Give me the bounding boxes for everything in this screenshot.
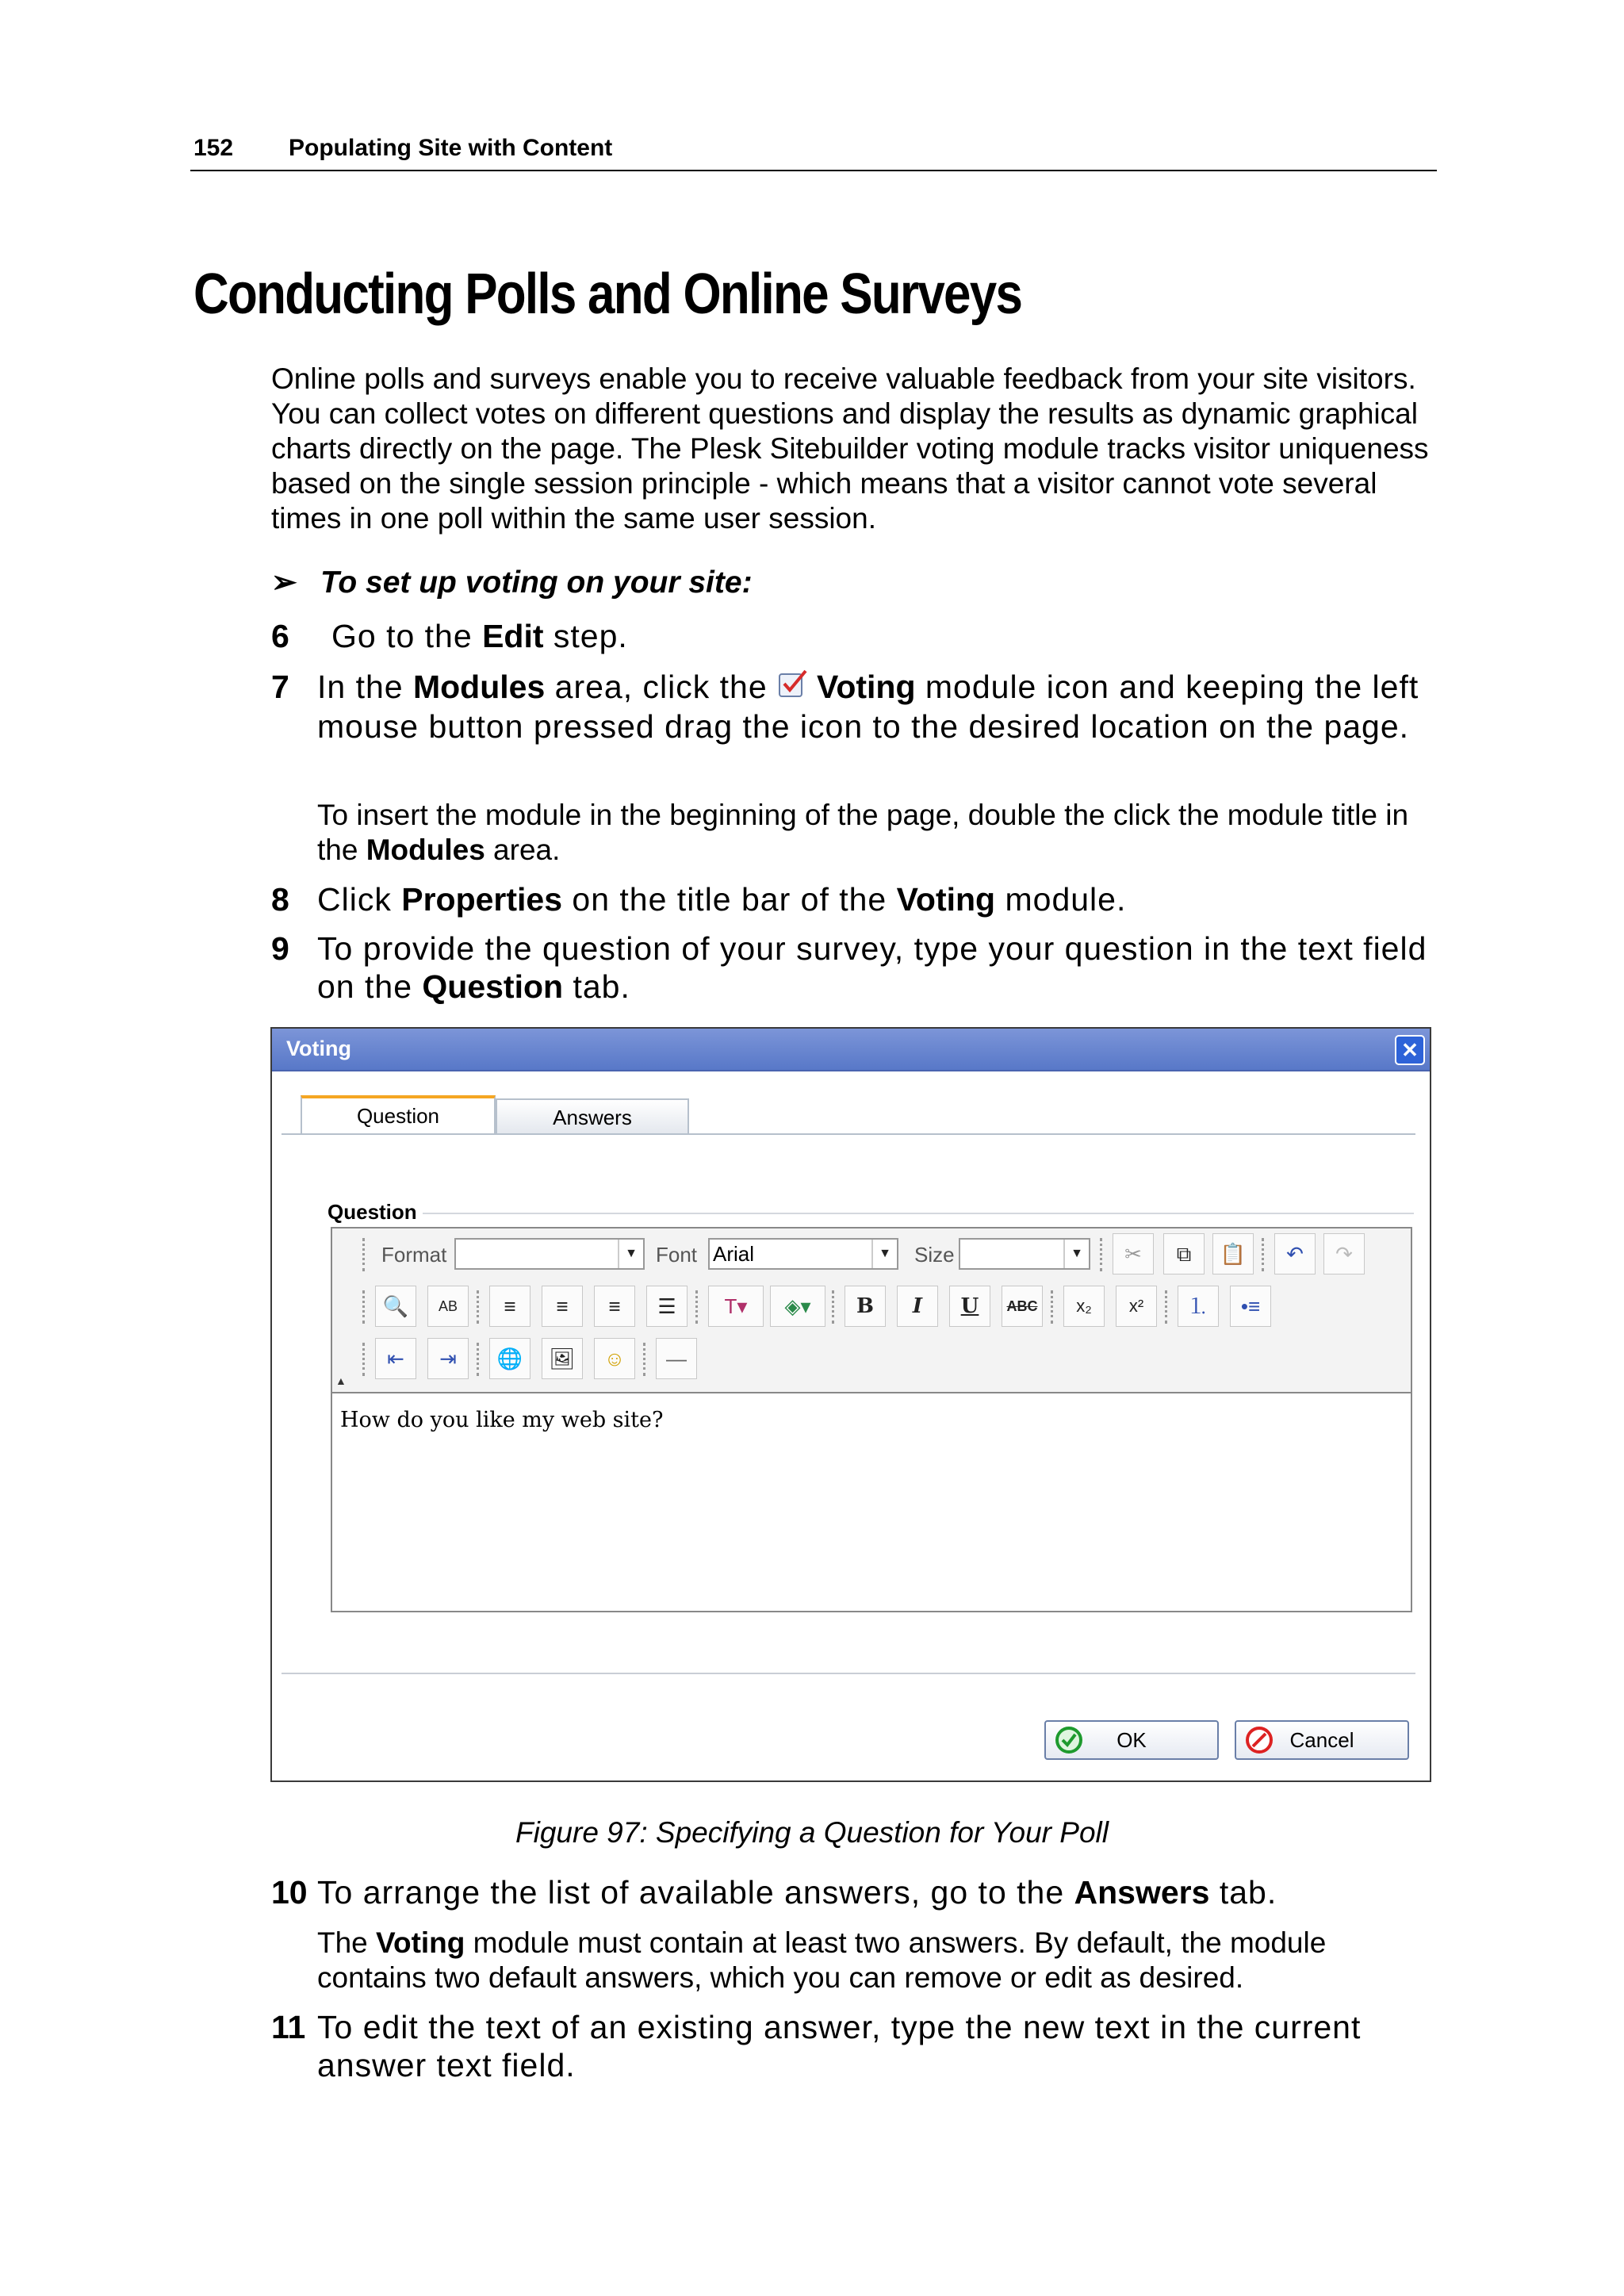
step-number: 10: [271, 1874, 308, 1911]
step-text: To provide the question of your survey, type your question in the text field on the: [317, 930, 1427, 1005]
find-icon[interactable]: 🔍: [375, 1286, 416, 1327]
collapse-toolbar-icon[interactable]: ▲: [335, 1374, 347, 1387]
step-text: module.: [995, 881, 1127, 918]
procedure-title: To set up voting on your site:: [320, 565, 753, 600]
step-number: 11: [271, 2009, 306, 2045]
page-number: 152: [193, 135, 234, 161]
step-bold: Edit: [482, 618, 544, 654]
copy-icon[interactable]: ⧉: [1163, 1233, 1205, 1274]
subscript-icon[interactable]: x₂: [1063, 1286, 1105, 1327]
toolbar-grip: [362, 1290, 371, 1324]
image-icon[interactable]: 🖼: [542, 1338, 583, 1379]
ok-button[interactable]: [1044, 1720, 1219, 1760]
paste-icon[interactable]: 📋: [1212, 1233, 1254, 1274]
toolbar-grip: [695, 1290, 704, 1324]
tab-answers[interactable]: Answers: [496, 1098, 689, 1133]
toolbar-grip: [362, 1343, 371, 1376]
underline-icon[interactable]: U: [949, 1286, 990, 1327]
rich-text-editor: [331, 1227, 1412, 1612]
chevron-down-icon: ▼: [618, 1240, 643, 1268]
step-number: 7: [271, 669, 289, 705]
step-7-note: [317, 798, 1443, 868]
procedure-heading: [271, 565, 753, 600]
cancel-button[interactable]: [1235, 1720, 1409, 1760]
toolbar-grip: [1262, 1238, 1270, 1271]
bold-icon[interactable]: B: [845, 1286, 886, 1327]
link-icon[interactable]: 🌐: [489, 1338, 530, 1379]
format-select[interactable]: [454, 1238, 645, 1270]
question-group-label: Question: [327, 1200, 417, 1224]
font-label: Font: [656, 1243, 698, 1267]
step-text: Go to the: [331, 618, 483, 654]
ok-label: OK: [1116, 1728, 1147, 1752]
step-9: [271, 930, 1445, 1006]
note-text: area.: [485, 834, 561, 866]
tab-question[interactable]: Question: [301, 1095, 496, 1133]
smiley-icon[interactable]: ☺: [594, 1338, 635, 1379]
editor-toolbar: [332, 1228, 1411, 1393]
step-bold: Answers: [1074, 1874, 1210, 1911]
question-text-area[interactable]: How do you like my web site?: [340, 1408, 664, 1432]
dialog-title: Voting: [286, 1037, 351, 1060]
horizontal-rule-icon[interactable]: —: [656, 1338, 697, 1379]
step-text: tab.: [1209, 1874, 1277, 1911]
numbered-list-icon[interactable]: ⒈: [1178, 1286, 1219, 1327]
step-number: 9: [271, 930, 289, 967]
note-text: module must contain at least two answers. By default, the module contains two default answers, which you can remove or edit as desired.: [317, 1926, 1327, 1994]
step-text: Click: [317, 881, 402, 918]
toolbar-grip: [1165, 1290, 1174, 1324]
step-bold: Properties: [401, 881, 563, 918]
size-select[interactable]: [959, 1238, 1090, 1270]
toolbar-grip: [477, 1290, 485, 1324]
step-8: [271, 880, 1445, 918]
step-bold: Modules: [412, 669, 546, 705]
step-text: step.: [543, 618, 628, 654]
step-text: area, click the: [545, 669, 778, 705]
toolbar-grip: [477, 1343, 485, 1376]
background-color-icon[interactable]: ◈▾: [770, 1286, 825, 1327]
page-title: Conducting Polls and Online Surveys: [193, 263, 1022, 326]
font-select[interactable]: [708, 1238, 898, 1270]
strikethrough-icon[interactable]: ABC: [1002, 1286, 1043, 1327]
step-text: To edit the text of an existing answer, type the new text in the current answer text field.: [317, 2009, 1362, 2083]
bullet-list-icon[interactable]: •≡: [1230, 1286, 1271, 1327]
note-bold: Modules: [366, 834, 485, 866]
intro-paragraph: Online polls and surveys enable you to receive valuable feedback from your site visitors. You can collect votes on different questions and display the results as dynamic graphical charts directly on the page. The Plesk Sitebuilder voting module tracks visitor uniqueness based on the single session principle - which means that a visitor cannot vote several times in one poll within the same user session.: [271, 362, 1429, 535]
toolbar-grip: [1100, 1238, 1109, 1271]
text-color-icon[interactable]: T▾: [708, 1286, 764, 1327]
align-center-icon[interactable]: ≡: [542, 1286, 583, 1327]
step-11: [271, 2008, 1445, 2084]
close-icon[interactable]: ✕: [1395, 1035, 1425, 1065]
note-text: The: [317, 1926, 377, 1959]
italic-icon[interactable]: I: [897, 1286, 938, 1327]
step-text: In the: [317, 669, 413, 705]
step-7: [271, 668, 1445, 746]
note-bold: Voting: [376, 1926, 465, 1959]
size-label: Size: [914, 1243, 955, 1267]
voting-module-icon: [777, 668, 809, 707]
step-number: 8: [271, 881, 289, 918]
indent-icon[interactable]: ⇥: [427, 1338, 469, 1379]
cut-icon[interactable]: ✂: [1113, 1233, 1154, 1274]
step-text: on the title bar of the: [562, 881, 897, 918]
dialog-separator: [282, 1673, 1415, 1674]
tab-divider: [282, 1133, 1415, 1135]
step-10: [271, 1873, 1445, 1911]
toolbar-grip: [832, 1290, 841, 1324]
note-text: To insert the module in the beginning of the page, double the click the module title in the: [317, 799, 1409, 866]
step-6: [271, 617, 1445, 655]
step-bold: Voting: [896, 881, 996, 918]
step-text: tab.: [563, 968, 630, 1005]
toolbar-grip: [362, 1238, 371, 1271]
undo-icon[interactable]: ↶: [1274, 1233, 1316, 1274]
voting-dialog: [270, 1027, 1431, 1782]
chevron-down-icon: ▼: [871, 1240, 897, 1268]
format-label: Format: [381, 1243, 447, 1267]
redo-icon[interactable]: ↷: [1323, 1233, 1365, 1274]
figure-caption: Figure 97: Specifying a Question for Your Poll: [515, 1816, 1109, 1849]
toolbar-grip: [643, 1343, 652, 1376]
step-bold: Question: [422, 968, 564, 1005]
font-value: Arial: [713, 1242, 755, 1266]
step-number: 6: [271, 618, 289, 654]
replace-icon[interactable]: AB: [427, 1286, 469, 1327]
align-justify-icon[interactable]: ☰: [646, 1286, 688, 1327]
align-right-icon[interactable]: ≡: [594, 1286, 635, 1327]
arrow-icon: ➢: [271, 565, 297, 600]
step-10-note: [317, 1926, 1443, 1995]
step-text: module icon and keeping the left mouse button pressed drag the icon to the desired location on the page.: [317, 669, 1419, 745]
align-left-icon[interactable]: ≡: [489, 1286, 530, 1327]
toolbar-grip: [1051, 1290, 1059, 1324]
chevron-down-icon: ▼: [1063, 1240, 1089, 1268]
group-line: [423, 1213, 1414, 1214]
cancel-label: Cancel: [1289, 1728, 1354, 1752]
superscript-icon[interactable]: x²: [1116, 1286, 1157, 1327]
step-bold: Voting: [817, 669, 916, 705]
outdent-icon[interactable]: ⇤: [375, 1338, 416, 1379]
step-text: To arrange the list of available answers, go to the: [317, 1874, 1074, 1911]
dialog-title-bar: [272, 1029, 1430, 1071]
page-header: [190, 133, 1437, 171]
chapter-title: Populating Site with Content: [289, 135, 613, 161]
